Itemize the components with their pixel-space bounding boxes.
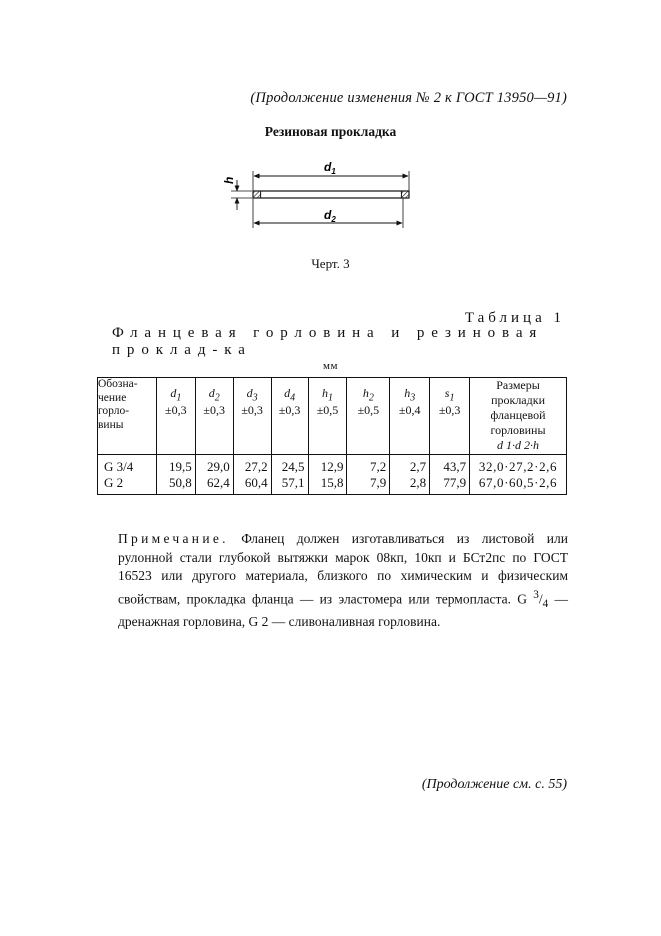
header-s1: $s_1$ ±0,3	[430, 378, 470, 455]
cell-h3: 2,7 2,8	[390, 455, 430, 495]
table-label: Таблица 1	[464, 310, 565, 326]
note-fraction-numerator: 3	[533, 588, 539, 601]
header-h3: $h_3$ ±0,4	[390, 378, 430, 455]
d2-subscript: 2	[331, 215, 336, 224]
continuation-header: (Продолжение изменения № 2 к ГОСТ 13950—91)	[250, 90, 567, 106]
drawing-title: Резиновая прокладка	[264, 124, 397, 139]
note-label: Примечание.	[118, 531, 229, 546]
header-designation: Обозна- чение горло- вины	[98, 378, 157, 455]
gasket-section	[253, 191, 409, 198]
cell-designation: G 3/4 G 2	[98, 455, 157, 495]
note-fraction-denominator: 4	[542, 597, 549, 610]
header-d1: $d_1$ ±0,3	[156, 378, 195, 455]
header-d2: $d_2$ ±0,3	[195, 378, 233, 455]
d1-label	[324, 160, 336, 176]
cell-d1: 19,5 50,8	[156, 455, 195, 495]
header-d3: $d_3$ ±0,3	[233, 378, 271, 455]
cell-d3: 27,2 60,4	[233, 455, 271, 495]
d1-symbol: d	[324, 160, 332, 174]
cell-gasket-size: 32,0·27,2·2,6 67,0·60,5·2,6	[470, 455, 567, 495]
cell-s1: 43,7 77,9	[430, 455, 470, 495]
note-text: Фланец должен изготавливаться из листовой или рулонной стали глубокой вытяжки марок 08кп, 10кп и БСт2пс по ГОСТ 16523 или другого материала, близкого по химическим и физическим свойствам, прокладка фланца — из эластомера или термопласта. G	[118, 531, 568, 606]
d2-label	[324, 208, 336, 224]
d1-subscript: 1	[331, 167, 336, 176]
cell-d2: 29,0 62,4	[195, 455, 233, 495]
table-data-row	[98, 455, 567, 495]
continuation-footer: (Продолжение см. с. 55)	[421, 777, 567, 792]
table-header-row	[98, 378, 567, 455]
drawing-caption: Черт. 3	[311, 256, 350, 271]
gasket-hatch-right	[401, 192, 408, 198]
cell-h1: 12,9 15,8	[308, 455, 347, 495]
header-h2: $h_2$ ±0,5	[347, 378, 390, 455]
header-h1: $h_1$ ±0,5	[308, 378, 347, 455]
gasket-drawing	[220, 158, 420, 238]
header-d4: $d_4$ ±0,3	[271, 378, 308, 455]
note-text-end: — дренажная горловина, G 2 — сливоналивная горловина.	[118, 591, 569, 630]
cell-h2: 7,2 7,9	[347, 455, 390, 495]
h-label: h	[222, 176, 236, 184]
table-note: Примечание. Фланец должен изготавливаться из листовой или рулонной стали глубокой вытяжки марок 08кп, 10кп и БСт2пс по ГОСТ 16523 или другого материала, близкого по химическим и физическим свойствам, прокладка фланца — из эластомера или термопласта. G $^3/_4$ — дренажная горловина, G 2 — сливоналивная горловина.	[118, 531, 569, 630]
cell-d4: 24,5 57,1	[271, 455, 308, 495]
gasket-hatch-left	[254, 192, 261, 198]
d2-symbol: d	[324, 208, 332, 222]
table-title: Фланцевая горловина и резиновая проклад-ка	[112, 325, 544, 358]
flange-table	[97, 377, 567, 495]
table-units: мм	[323, 360, 338, 372]
header-gasket-size: Размеры прокладки фланцевой горловины d 1·d 2·h	[470, 378, 567, 455]
